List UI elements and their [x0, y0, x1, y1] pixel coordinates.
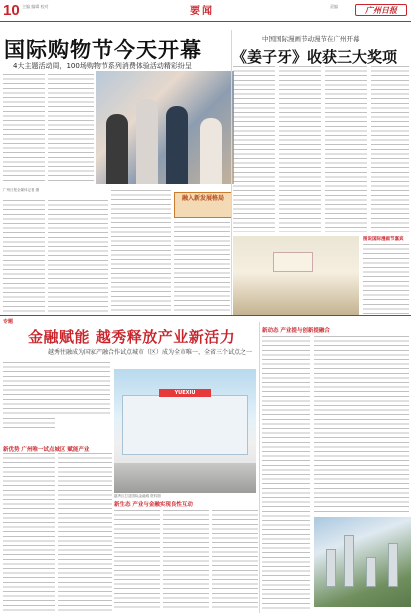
page-number: 10: [3, 2, 20, 19]
story1-body-col5: [111, 190, 171, 312]
story1-body-col2: [48, 74, 94, 182]
section-title: 要闻: [190, 6, 214, 17]
subsection-right-head: 新动态 产业提与创新提融合: [262, 328, 330, 334]
story2-body-col1: [233, 66, 275, 232]
special-byline: [3, 418, 55, 432]
special-label: 专题: [3, 319, 14, 325]
special-photo-sign: YUEXIU: [174, 390, 196, 396]
subsection-left-col1: [3, 453, 55, 611]
story2-body-col2: [279, 66, 321, 232]
story2-photo: [233, 236, 359, 316]
special-intro-col1: [3, 362, 110, 414]
subsection-left-head: 新优势 广州唯一试点城区 赋能产业: [3, 447, 90, 453]
story1-subhead: 4大主题活动周，100场购物节系列消费体验活动精彩纷呈: [13, 62, 192, 70]
subsection-left-col2: [58, 453, 112, 611]
story1-body-col3: [3, 200, 45, 312]
special-subhead: 越秀往融成为国家产融合作试点城市（区）成为全市唯一、全省三个试点之一: [48, 349, 253, 356]
column-divider-top: [231, 30, 232, 315]
story2-body-col3: [325, 66, 367, 232]
stamp-badge: [174, 192, 232, 218]
story2-kicker: 中国国际漫画节动漫节在广州开幕: [262, 35, 360, 43]
subsection-right-col1: [262, 336, 310, 611]
story1-headline: 国际购物节今天开幕: [4, 37, 202, 62]
stamp-text: 融入新发展格局: [181, 195, 224, 202]
special-photo-caption: 越秀区打造国际金融城 资料图: [114, 494, 161, 498]
story1-body-col1: [3, 74, 45, 182]
masthead-meta-left: 主编 编辑 校对: [22, 4, 49, 9]
story2-headline: 《姜子牙》收获三大奖项: [232, 48, 398, 66]
subsection-middle-col1: [114, 510, 160, 611]
subsection-middle-col2: [163, 510, 209, 611]
column-divider-bottom: [259, 322, 260, 613]
story2-sidebar-title: 图说国际漫画节嘉宾: [363, 237, 404, 242]
special-headline: 金融赋能 越秀释放产业新活力: [28, 328, 236, 346]
story1-body-col4: [48, 200, 108, 312]
story1-photo-caption: 广州日报全媒体记者 摄: [3, 188, 40, 192]
logo-text: 广州日报: [365, 5, 397, 15]
masthead-meta-right: 责编: [330, 4, 338, 9]
story2-sidebar-body: [363, 244, 409, 316]
skyline-photo: [314, 517, 411, 607]
special-photo: [114, 369, 256, 493]
story1-photo: [96, 71, 234, 184]
story1-body-col6: [174, 222, 230, 312]
newspaper-logo: [355, 4, 407, 16]
story2-body-col4: [371, 66, 409, 232]
masthead: [0, 0, 411, 22]
section-divider: [0, 315, 411, 316]
subsection-middle-head: 新生态 产业与金融实现良性互动: [114, 502, 193, 508]
subsection-right-col2: [314, 336, 409, 514]
subsection-middle-col3: [212, 510, 258, 611]
